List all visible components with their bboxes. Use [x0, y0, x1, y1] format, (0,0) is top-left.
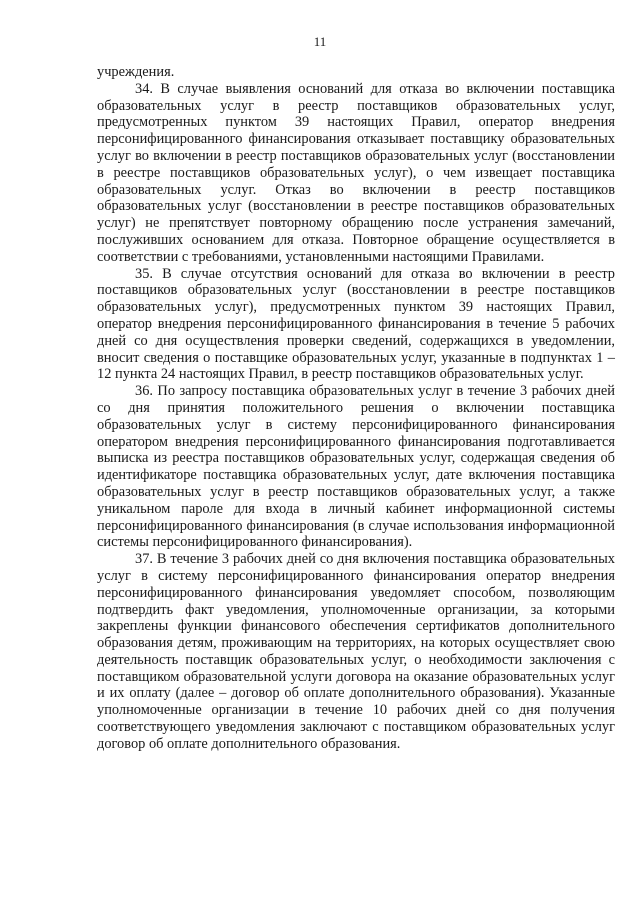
paragraph-35: 35. В случае отсутствия оснований для отказа во включении в реестр поставщиков образовательных услуг (восстановлении в реестре поставщиков образовательных услуг), предусмотренных пунктом 39 настоящих Правил, оператор внедрения персонифицированного финансирования в течение 5 рабочих дней со дня осуществления проверки сведений, содержащихся в уведомлении, вносит сведения о поставщике образовательных услуг, указанные в подпунктах 1 – 12 пункта 24 настоящих Правил, в реестр поставщиков образовательных услуг.	[97, 265, 615, 383]
paragraph-34: 34. В случае выявления оснований для отказа во включении поставщика образовательных услуг в реестр поставщиков образовательных услуг, предусмотренных пунктом 39 настоящих Правил, оператор внедрения персонифицированного финансирования отказывает поставщику образовательных услуг во включении в реестр поставщиков образовательных услуг (восстановлении в реестре поставщиков образовательных услуг), о чем извещает поставщика образовательных услуг. Отказ во включении в реестр поставщиков образовательных услуг (восстановлении в реестре поставщиков образовательных услуг) не препятствует повторному обращению после устранения замечаний, послуживших основанием для отказа. Повторное обращение осуществляется в соответствии с требованиями, установленными настоящими Правилами.	[97, 80, 615, 265]
document-body	[97, 64, 615, 753]
page-number: 11	[313, 34, 327, 49]
paragraph-continuation: учреждения.	[97, 64, 175, 80]
paragraph-36: 36. По запросу поставщика образовательных услуг в течение 3 рабочих дней со дня принятия положительного решения о включении поставщика образовательных услуг в систему персонифицированного финансирования оператором внедрения персонифицированного финансирования подготавливается выписка из реестра поставщиков образовательных услуг, содержащая сведения об идентификаторе поставщика образовательных услуг, дате включения поставщика образовательных услуг в реестр поставщиков образовательных услуг, а также уникальном пароле для входа в личный кабинет информационной системы персонифицированного финансирования (в случае использования информационной системы персонифицированного финансирования).	[97, 383, 615, 551]
paragraph-37: 37. В течение 3 рабочих дней со дня включения поставщика образовательных услуг в систему персонифицированного финансирования оператор внедрения персонифицированного финансирования уведомляет способом, позволяющим подтвердить факт уведомления, уполномоченные организации, за которыми закреплены функции финансового обеспечения сертификатов дополнительного образования детям, проживающим на территориях, на которых осуществляет свою деятельность поставщик образовательных услуг, о необходимости заключения с поставщиком образовательной услуги договора на оказание образовательных услуг и их оплату (далее – договор об оплате дополнительного образования). Указанные уполномоченные организации в течение 10 рабочих дней со дня получения соответствующего уведомления заключают с поставщиком образовательных услуг договор об оплате дополнительного образования.	[97, 551, 615, 752]
